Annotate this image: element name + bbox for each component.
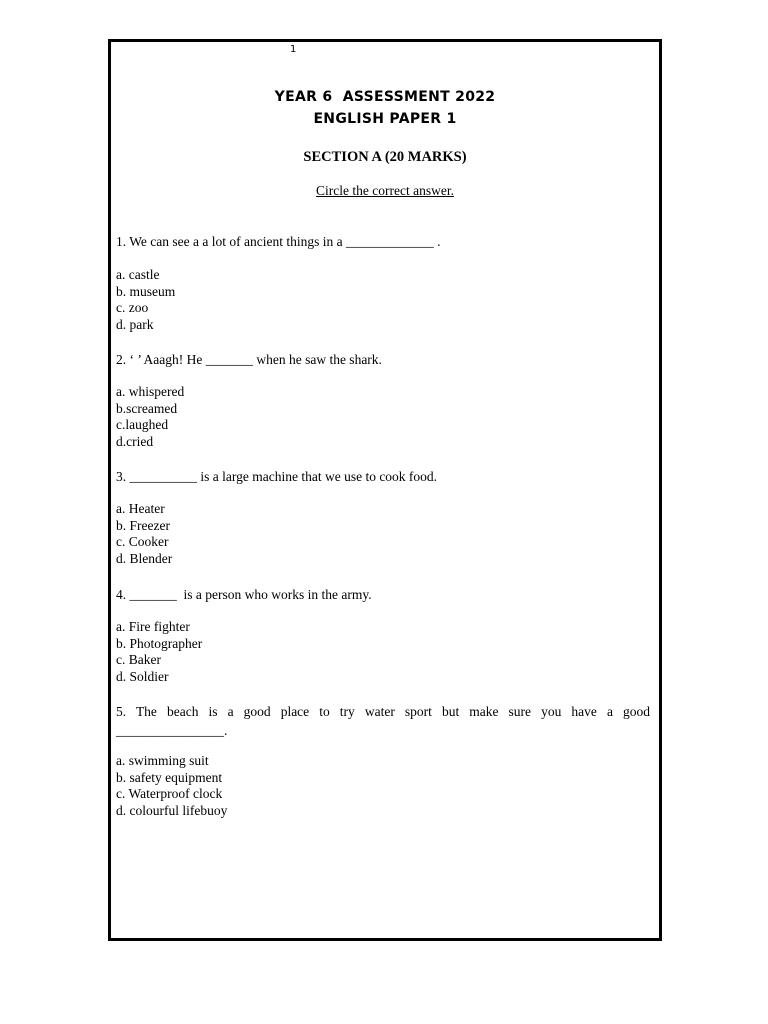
question-5: 5. The beach is a good place to try water sport but make sure you have a good ________________.: [116, 704, 650, 738]
option-2b[interactable]: b.screamed: [116, 400, 178, 416]
option-4c[interactable]: c. Baker: [116, 652, 161, 668]
option-1d[interactable]: d. park: [116, 317, 154, 333]
option-3c[interactable]: c. Cooker: [116, 534, 169, 550]
question-2: 2. ‘ ’ Aaagh! He _______ when he saw the shark.: [116, 352, 382, 367]
option-1c[interactable]: c. zoo: [116, 300, 149, 316]
option-4d[interactable]: d. Soldier: [116, 669, 169, 685]
option-1a[interactable]: a. castle: [116, 267, 160, 282]
option-5b[interactable]: b. safety equipment: [116, 769, 223, 785]
question-3: 3. __________ is a large machine that we use to cook food.: [116, 469, 438, 484]
option-3b[interactable]: b. Freezer: [116, 517, 170, 533]
option-5c[interactable]: c. Waterproof clock: [116, 786, 223, 802]
question-4: 4. _______ is a person who works in the army.: [116, 587, 372, 602]
option-2c[interactable]: c.laughed: [116, 417, 169, 433]
section-heading: SECTION A (20 MARKS): [303, 149, 467, 165]
question-4-options: [116, 619, 650, 686]
option-2a[interactable]: a. whispered: [116, 384, 185, 399]
page-number: 1: [290, 44, 297, 55]
question-5-options: [116, 753, 650, 820]
option-4b[interactable]: b. Photographer: [116, 635, 203, 651]
option-2d[interactable]: d.cried: [116, 434, 154, 450]
option-4a[interactable]: a. Fire fighter: [116, 619, 190, 634]
instruction: [108, 183, 662, 199]
option-3a[interactable]: a. Heater: [116, 501, 165, 516]
question-1: 1. We can see a a lot of ancient things in a _____________ .: [116, 234, 441, 249]
assessment-title: YEAR 6 ASSESSMENT 2022: [274, 89, 496, 105]
option-5a[interactable]: a. swimming suit: [116, 753, 209, 768]
question-3-options: [116, 501, 650, 568]
option-1b[interactable]: b. museum: [116, 283, 176, 299]
instruction-text: Circle the correct answer.: [316, 183, 454, 198]
question-1-options: [116, 267, 650, 334]
question-2-options: [116, 384, 650, 451]
option-3d[interactable]: d. Blender: [116, 551, 173, 567]
option-5d[interactable]: d. colourful lifebuoy: [116, 803, 228, 819]
paper-title: ENGLISH PAPER 1: [313, 111, 457, 127]
